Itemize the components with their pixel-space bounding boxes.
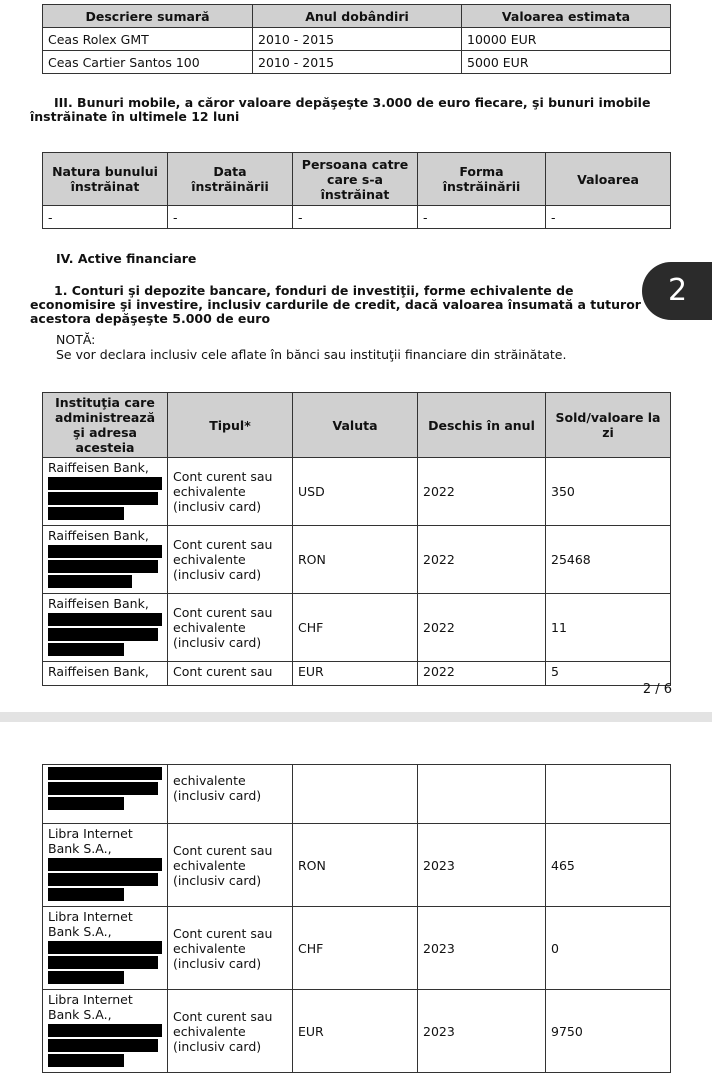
page-separator (0, 712, 712, 722)
institution-cell (43, 907, 168, 990)
institution-cell (43, 526, 168, 594)
currency-cell: CHF (293, 594, 418, 662)
table-row (43, 765, 671, 824)
table-cell: 2010 - 2015 (253, 51, 462, 74)
currency-cell: RON (293, 526, 418, 594)
redaction-bar (48, 941, 162, 954)
institution-name: Libra Internet Bank S.A., (48, 826, 133, 856)
table-cell: 2010 - 2015 (253, 28, 462, 51)
institution-name: Raiffeisen Bank, (48, 596, 149, 611)
balance-cell: 350 (546, 458, 671, 526)
page-indicator-badge: 2 (642, 262, 712, 320)
redaction-bar (48, 507, 124, 520)
year-cell: 2022 (418, 526, 546, 594)
page-number: 2 / 6 (642, 682, 672, 697)
redaction-bar (48, 613, 162, 626)
redaction-bar (48, 560, 158, 573)
currency-cell: CHF (293, 907, 418, 990)
balance-cell: 5 (546, 662, 671, 686)
balance-cell: 9750 (546, 990, 671, 1073)
column-header: Valoarea estimata (462, 5, 671, 28)
balance-cell: 25468 (546, 526, 671, 594)
currency-cell: RON (293, 824, 418, 907)
redaction-bar (48, 767, 162, 780)
table-cell: - (546, 206, 671, 229)
table-row (43, 51, 671, 74)
institution-cell: Raiffeisen Bank, (43, 662, 168, 686)
column-header: Deschis în anul (418, 393, 546, 458)
institution-name: Libra Internet Bank S.A., (48, 992, 133, 1022)
column-header: Forma înstrăinării (418, 153, 546, 206)
year-cell: 2022 (418, 662, 546, 686)
type-cell: Cont curent sau echivalente (inclusiv card) (168, 526, 293, 594)
redaction-bar (48, 492, 158, 505)
redaction-bar (48, 797, 124, 810)
balance-cell: 0 (546, 907, 671, 990)
goods-table (42, 4, 671, 74)
table-row (43, 458, 671, 526)
table-cell: - (418, 206, 546, 229)
column-header: Data înstrăinării (168, 153, 293, 206)
redaction-bar (48, 873, 158, 886)
section-heading-4: IV. Active financiare (56, 251, 197, 266)
table-cell: - (168, 206, 293, 229)
table-row (43, 206, 671, 229)
table-row (43, 824, 671, 907)
type-cell: Cont curent sau echivalente (inclusiv card) (168, 824, 293, 907)
institution-name: Raiffeisen Bank, (48, 460, 149, 475)
document-page-2 (0, 722, 712, 1080)
type-cell: echivalente (inclusiv card) (168, 765, 293, 824)
table-row (43, 28, 671, 51)
redaction-bar (48, 628, 158, 641)
table-cell: 5000 EUR (462, 51, 671, 74)
institution-cell (43, 765, 168, 824)
year-cell (418, 765, 546, 824)
type-cell: Cont curent sau echivalente (inclusiv card) (168, 907, 293, 990)
table-cell: - (293, 206, 418, 229)
table-row (43, 990, 671, 1073)
balance-cell: 465 (546, 824, 671, 907)
type-cell: Cont curent sau echivalente (inclusiv card) (168, 990, 293, 1073)
year-cell: 2022 (418, 458, 546, 526)
redaction-bar (48, 1039, 158, 1052)
column-header: Natura bunului înstrăinat (43, 153, 168, 206)
redaction-bar (48, 643, 124, 656)
currency-cell (293, 765, 418, 824)
table-header-row (43, 5, 671, 28)
column-header: Instituţia care administrează şi adresa acesteia (43, 393, 168, 458)
institution-cell (43, 458, 168, 526)
redaction-bar (48, 971, 124, 984)
note-label: NOTĂ: (56, 332, 96, 347)
currency-cell: EUR (293, 662, 418, 686)
column-header: Tipul* (168, 393, 293, 458)
column-header: Valuta (293, 393, 418, 458)
currency-cell: EUR (293, 990, 418, 1073)
table-cell: 10000 EUR (462, 28, 671, 51)
section-heading-3: III. Bunuri mobile, a căror valoare depăşeşte 3.000 de euro fiecare, şi bunuri imobile înstrăinate în ultimele 12 luni (30, 95, 651, 124)
note-text: Se vor declara inclusiv cele aflate în bănci sau instituţii financiare din străinătate. (56, 347, 567, 362)
type-cell: Cont curent sau (168, 662, 293, 686)
table-row (43, 526, 671, 594)
redaction-bar (48, 858, 162, 871)
institution-name: Libra Internet Bank S.A., (48, 909, 133, 939)
type-cell: Cont curent sau echivalente (inclusiv card) (168, 594, 293, 662)
bank-accounts-table (42, 392, 671, 686)
financial-assets-point-1: 1. Conturi şi depozite bancare, fonduri de investiţii, forme echivalente de economisire şi investire, inclusiv cardurile de credit, dacă valoarea însumată a tuturor acestora depăşeşte 5.000 de euro (30, 283, 641, 326)
redaction-bar (48, 782, 158, 795)
column-header: Sold/valoare la zi (546, 393, 671, 458)
table-cell: Ceas Rolex GMT (43, 28, 253, 51)
year-cell: 2022 (418, 594, 546, 662)
table-header-row (43, 153, 671, 206)
institution-cell (43, 824, 168, 907)
table-cell: - (43, 206, 168, 229)
balance-cell: 11 (546, 594, 671, 662)
column-header: Descriere sumară (43, 5, 253, 28)
institution-cell (43, 594, 168, 662)
redaction-bar (48, 956, 158, 969)
redaction-bar (48, 477, 162, 490)
type-cell: Cont curent sau echivalente (inclusiv card) (168, 458, 293, 526)
balance-cell (546, 765, 671, 824)
table-row (43, 907, 671, 990)
currency-cell: USD (293, 458, 418, 526)
table-row (43, 594, 671, 662)
column-header: Valoarea (546, 153, 671, 206)
year-cell: 2023 (418, 907, 546, 990)
institution-name: Raiffeisen Bank, (48, 528, 149, 543)
table-cell: Ceas Cartier Santos 100 (43, 51, 253, 74)
redaction-bar (48, 1024, 162, 1037)
column-header: Persoana catre care s-a înstrăinat (293, 153, 418, 206)
bank-accounts-table-continued (42, 764, 671, 1073)
redaction-bar (48, 575, 132, 588)
table-row (43, 662, 671, 686)
redaction-bar (48, 545, 162, 558)
year-cell: 2023 (418, 990, 546, 1073)
column-header: Anul dobândiri (253, 5, 462, 28)
year-cell: 2023 (418, 824, 546, 907)
alienated-goods-table (42, 152, 671, 229)
institution-cell (43, 990, 168, 1073)
redaction-bar (48, 1054, 124, 1067)
redaction-bar (48, 888, 124, 901)
table-header-row (43, 393, 671, 458)
